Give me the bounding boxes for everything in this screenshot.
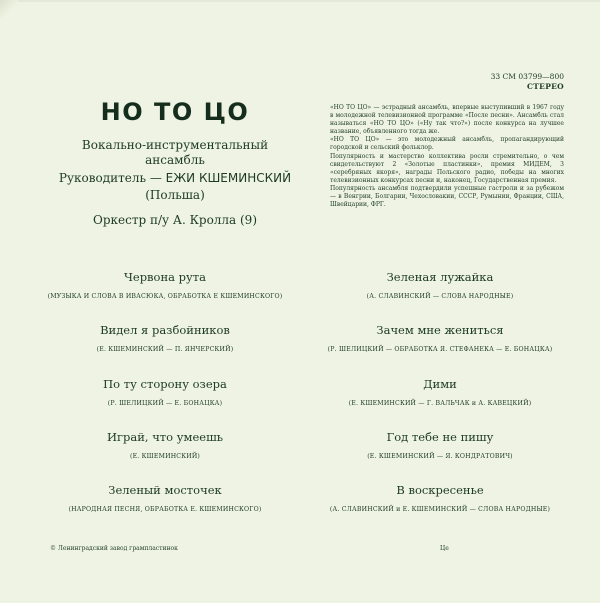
leader-line [55, 171, 295, 186]
publisher-credit: © Ленинградский завод грампластинок [50, 545, 178, 552]
track-title: Зеленая лужайка [386, 270, 494, 284]
track-title: Играй, что умеешь [106, 429, 224, 444]
leader-label: Руководитель — [58, 171, 162, 185]
track-credit: (А. СЛАВИНСКИЙ и Е. КШЕМИНСКИЙ — СЛОВА НАРОДНЫЕ) [329, 506, 551, 514]
track-credit: (Е. КШЕМИНСКИЙ — Г. ВАЛЬЧАК и А. КАВЕЦКИЙ) [348, 399, 532, 407]
track-title: В воскресенье [396, 483, 484, 498]
track-title: По ту сторону озера [103, 376, 227, 391]
bio-paragraph: Популярность ансамбля подтвердили успешные гастроли и за рубежом — в Венгрии, Болгарии, Чехословакии, СССР, Румынии, Франции, США, Швейцарии, ФРГ. [330, 184, 564, 209]
print-mark: Це [440, 545, 449, 552]
bio-paragraph: «НО ТО ЦО» — это молодежный ансамбль, пропагандирующий городской и сельский фольклор. [330, 136, 564, 152]
sleeve-edge [0, 0, 600, 2]
leader-name: ЕЖИ КШЕМИНСКИЙ [165, 171, 292, 185]
bio-paragraph: Популярность и мастерство коллектива росли стремительно, о чем свидетельствуют 2 «Золотые пластинки», премия МИДЕМ, 3 «серебряных якоря», награды Польского радио, победы на многих телевизионных конкурсах песни и, наконец, Государственная премия. [330, 152, 564, 184]
orchestra: Оркестр п/у А. Кролла (9) [92, 213, 257, 227]
track-item [25, 270, 305, 323]
track-title: Зачем мне жениться [376, 323, 504, 338]
track-item [300, 270, 580, 323]
side-two-tracklist [300, 270, 580, 536]
catalog-block [491, 72, 564, 92]
track-credit: (Е. КШЕМИНСКИЙ — П. ЯНЧЕРСКИЙ) [96, 346, 234, 354]
track-credit: (Р. ШЕЛИЦКИЙ — ОБРАБОТКА Я. СТЕФАНЕКА — Е. БОНАЦКА) [327, 346, 553, 354]
track-item [25, 483, 305, 536]
album-title: НО ТО ЦО [100, 98, 250, 126]
track-item [25, 377, 305, 430]
track-item [25, 323, 305, 376]
track-item [300, 323, 580, 376]
track-item [300, 430, 580, 483]
track-credit: (Е. КШЕМИНСКИЙ — Я. КОНДРАТОВИЧ) [367, 452, 513, 460]
track-credit: (Р. ШЕЛИЦКИЙ — Е. БОНАЦКА) [107, 399, 223, 407]
track-credit: (МУЗЫКА И СЛОВА В ИВАСЮКА, ОБРАБОТКА Е КШЕМИНСКОГО) [47, 293, 283, 300]
catalog-number: 33 СМ 03799—800 [490, 72, 564, 81]
ensemble-bio [330, 104, 564, 209]
track-title: Дими [423, 376, 457, 391]
track-title: Год тебе не пишу [386, 429, 494, 444]
track-title: Видел я разбойников [100, 323, 230, 338]
subtitle-line-2: ансамбль [145, 153, 205, 167]
track-item [300, 377, 580, 430]
side-one-tracklist [25, 270, 305, 536]
subtitle-line-1: Вокально-инструментальный [81, 138, 269, 152]
track-item [300, 483, 580, 536]
stereo-label: СТЕРЕО [527, 82, 564, 91]
title-block [55, 98, 295, 228]
track-title: Зеленый мосточек [108, 483, 222, 498]
track-credit: (А. СЛАВИНСКИЙ — СЛОВА НАРОДНЫЕ) [366, 293, 514, 300]
track-title: Червона рута [124, 270, 206, 284]
track-item [25, 430, 305, 483]
track-credit: (НАРОДНАЯ ПЕСНЯ, ОБРАБОТКА Е. КШЕМИНСКОГО) [68, 506, 262, 514]
sleeve-corner-fold [0, 0, 18, 18]
country: (Польша) [145, 188, 205, 202]
track-credit: (Е. КШЕМИНСКИЙ) [129, 452, 201, 460]
bio-paragraph: «НО ТО ЦО» — эстрадный ансамбль, впервые выступивший в 1967 году в молодежной телевизионной программе «После песни». Ансамбль стал называться «НО ТО ЦО» («Ну так что?») после конкурса на лучшее название, объявленного тогда же. [330, 104, 564, 136]
